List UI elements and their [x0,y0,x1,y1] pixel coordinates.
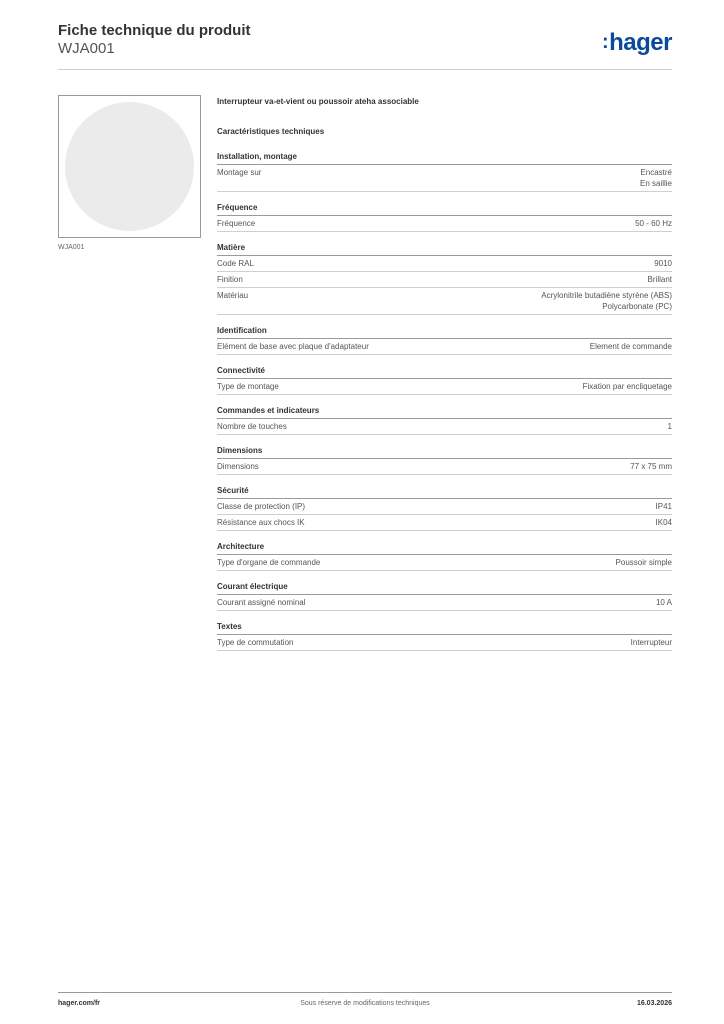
spec-value-line: Poussoir simple [615,558,672,567]
page-footer [58,992,672,1012]
spec-label: Type d'organe de commande [217,558,321,567]
footer-date: 16.03.2026 [636,1000,672,1007]
spec-value-line: Interrupteur [630,638,672,647]
spec-row [217,515,672,531]
spec-value-line: Encastré [640,168,672,177]
spec-row [217,379,672,395]
spec-row [217,216,672,232]
spec-label: Dimensions [217,462,259,471]
spec-row [217,419,672,435]
product-image-shape [65,102,194,231]
spec-value [656,517,672,528]
spec-value [648,274,672,285]
spec-label: Type de montage [217,382,279,391]
spec-section-title: Sécurité [217,485,672,499]
spec-section [217,202,672,232]
page-title: Fiche technique du produit [58,22,251,39]
spec-section-title: Connectivité [217,365,672,379]
spec-value [616,557,672,568]
page-header [58,22,672,70]
spec-value [631,637,672,648]
spec-section [217,151,672,192]
spec-value-line: Brillant [647,275,672,284]
spec-value-line: 50 - 60 Hz [635,219,672,228]
spec-value [656,501,672,512]
spec-row [217,595,672,611]
spec-section-title: Courant électrique [217,581,672,595]
spec-section [217,365,672,395]
spec-value [654,258,672,269]
spec-label: Type de commutation [217,638,294,647]
spec-row [217,288,672,315]
spec-value [640,167,672,189]
spec-label: Code RAL [217,259,254,268]
spec-label: Elément de base avec plaque d'adaptateur [217,342,369,351]
spec-value-line: 9010 [654,259,672,268]
spec-value-line: 10 A [655,598,672,607]
spec-section-title: Identification [217,325,672,339]
spec-value [541,290,672,312]
spec-value-line: En saillie [639,179,672,188]
spec-section-title: Commandes et indicateurs [217,405,672,419]
spec-section [217,581,672,611]
footer-website: hager.com/fr [58,1000,101,1007]
spec-label: Montage sur [217,168,262,177]
spec-value [635,218,672,229]
spec-value [590,341,672,352]
spec-section [217,485,672,531]
spec-sections [217,151,672,651]
spec-section-title: Matière [217,242,672,256]
spec-label: Courant assigné nominal [217,598,306,607]
spec-row [217,272,672,288]
spec-row [217,555,672,571]
spec-row [217,499,672,515]
spec-section-title: Architecture [217,541,672,555]
spec-value-line: IP41 [655,502,672,511]
product-image-caption: WJA001 [58,244,85,251]
spec-content [217,97,672,651]
spec-row [217,459,672,475]
tech-characteristics-heading: Caractéristiques techniques [217,127,325,136]
spec-label: Finition [217,275,243,284]
spec-label: Classe de protection (IP) [217,502,306,511]
spec-section [217,541,672,571]
spec-row [217,339,672,355]
spec-value-line: Element de commande [589,342,672,351]
spec-section-title: Textes [217,621,672,635]
spec-value-line: IK04 [655,518,672,527]
spec-value-line: Polycarbonate (PC) [602,302,672,311]
logo-prefix: : [601,31,609,53]
spec-label: Fréquence [217,219,256,228]
spec-row [217,256,672,272]
spec-value-line: Fixation par encliquetage [582,382,672,391]
spec-value [630,461,672,472]
product-reference: WJA001 [58,40,115,57]
spec-value [668,421,672,432]
spec-section-title: Installation, montage [217,151,672,165]
header-divider [58,69,672,70]
spec-label: Nombre de touches [217,422,287,431]
spec-value-line: 1 [667,422,672,431]
product-image [58,95,201,238]
spec-value [583,381,672,392]
spec-row [217,635,672,651]
footer-notice: Sous réserve de modifications techniques [300,1000,430,1007]
spec-value-line: Acrylonitrile butadiène styrène (ABS) [541,291,672,300]
spec-section [217,325,672,355]
spec-value [656,597,672,608]
hager-logo [602,28,672,57]
logo-text: hager [609,29,672,56]
spec-section-title: Dimensions [217,445,672,459]
spec-label: Résistance aux chocs IK [217,518,305,527]
spec-row [217,165,672,192]
product-description: Interrupteur va-et-vient ou poussoir ateha associable [217,97,419,106]
spec-value-line: 77 x 75 mm [630,462,672,471]
spec-label: Matériau [217,291,249,300]
spec-section [217,242,672,315]
spec-section [217,621,672,651]
spec-section [217,405,672,435]
spec-section [217,445,672,475]
spec-section-title: Fréquence [217,202,672,216]
